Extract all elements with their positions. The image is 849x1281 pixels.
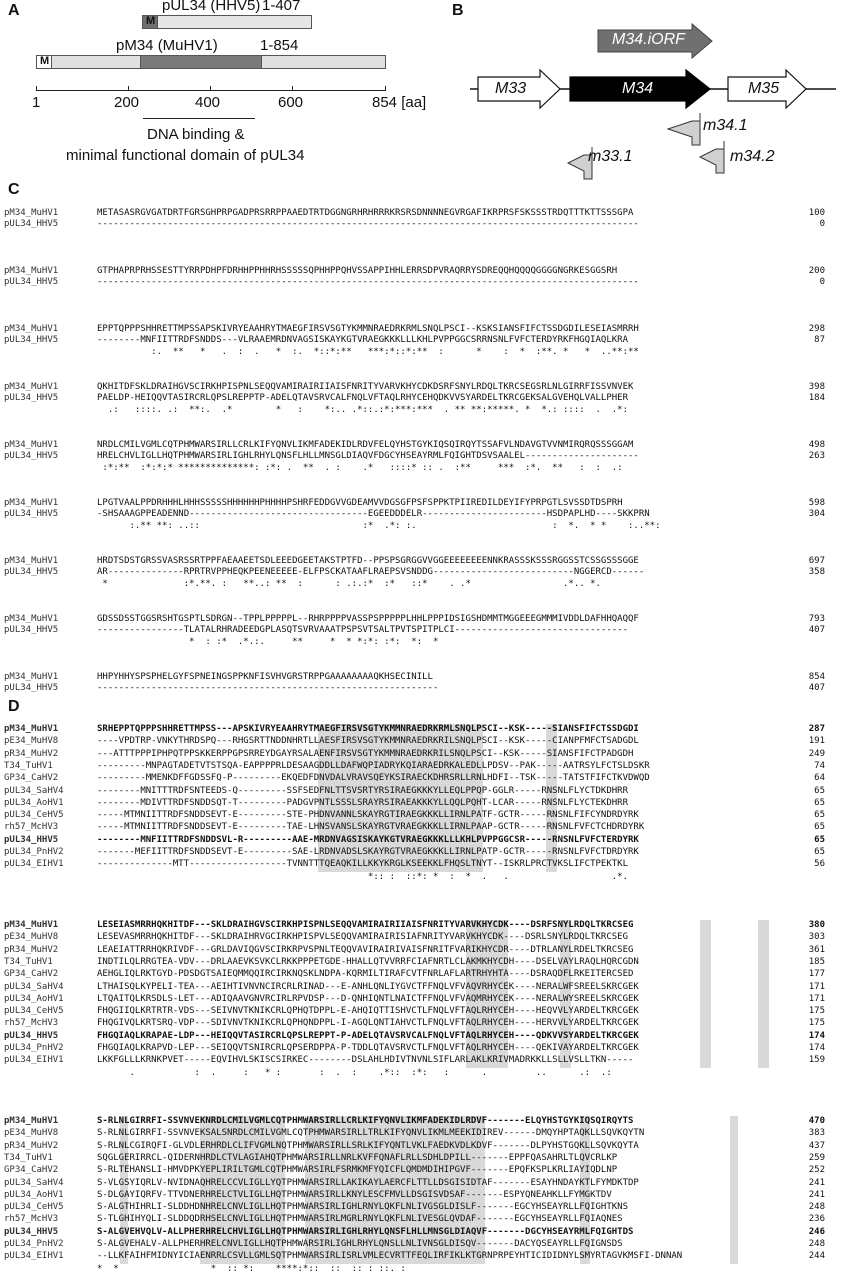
m34-1-label: m34.1 — [703, 117, 748, 134]
m33-label: M33 — [495, 80, 527, 97]
alignment-row — [0, 847, 849, 858]
sequence-position: 248 — [808, 1239, 825, 1249]
alignment-row — [0, 1165, 849, 1176]
sequence-residues: SQGLGERIRRCL-QIDERNHRDLCTVLAGIAHQTPHMWARSIRLLNRLKVFFQNAFLRLLSDHLDPILL-------EPPFQASAHRLTLQVCRLKP — [97, 1152, 618, 1163]
sequence-residues: LESEIASMRRHQKHITDF---SKLDRAIHGVSCIRKHPISPNLSEQQVAMIRAIRIIAISFNRITYVARVKHYCDK----DSRFSNYLRDQLTKRCSEG — [97, 920, 634, 930]
sequence-residues: S-VLGSYIQRLV-NVIDNAQHRELCCVLIGLLYQTPHMWARSIRLLAKIKAYLAERCFLTTLLDSGISIDTAF-------ESAYHNDAYKTLFYMDKTDP — [97, 1177, 639, 1188]
alignment-row — [0, 382, 849, 393]
alignment-row — [0, 208, 849, 219]
pul34-bar — [142, 15, 312, 29]
sequence-residues: S-ALGVEHVQLV-ALLPHERHRELCHVLIGLLHQTPHMWARSIRLIGHLRHYLQNSFLHLLMNSGLDIAQVF-------DGCYHSEAYRMLFQIGHTDS — [97, 1226, 634, 1237]
sequence-residues: S-RLNLGIRRFI-SSVNVEKNRDLCMILVGMLCQTPHMWARSIRLLCRLKIFYQNVLIKMFADEKIDLRDVF-------ELQYHSTGYKIQSQIRQYTS — [97, 1116, 634, 1126]
alignment-row — [0, 932, 849, 943]
sequence-position: 171 — [808, 993, 825, 1004]
alignment-row — [0, 1251, 849, 1262]
sequence-position: 854 — [808, 672, 825, 682]
sequence-name: pM34_MuHV1 — [4, 208, 59, 218]
sequence-name: pM34_MuHV1 — [4, 724, 59, 734]
axis-line — [36, 90, 386, 91]
conservation-symbols: :.** **: ..:: :* .*: :. : *. * * :..**: — [97, 520, 661, 531]
sequence-residues: LTHAISQLKYPELI-TEA---AEIHTIVNVNCIRCRLRINAD---E-ANHLQNLIYGVCTFFNQLVFVAQVRHYCEK----NERALWFSREELSKRCGEK — [97, 981, 639, 992]
alignment-row — [0, 957, 849, 968]
sequence-position: 249 — [808, 748, 825, 759]
tick-1: 1 — [32, 94, 41, 111]
sequence-residues: METASASRGVGATDRTFGRSGHPRPGADPRSRRPPAAEDTRTDGGNGRHRHRRRKRSRSDNNNNEGVRGAFIKRPRSFSKSSSTRDQTTTKTTSSSGPA — [97, 208, 634, 218]
sequence-position: 380 — [808, 920, 825, 930]
sequence-residues: ----VPDTRP-VNKYTHRDSPQ---RHGSRTTNDDNHRTLLAESFIRSVSGTYKMMNRAEDRKRILSNQLPSCI--KSK-----CIANPFMFCTSADGDL — [97, 736, 639, 747]
alignment-row — [0, 1018, 849, 1029]
alignment-row — [0, 219, 849, 230]
m34-2-arrow — [700, 141, 724, 173]
pul34-label: pUL34 (HHV5) — [162, 0, 261, 14]
conservation-row — [0, 872, 849, 883]
sequence-residues: -----MTMNIITTRDFSNDDSEVT-E---------TAE-LHNSVANSLSKAYRGTVRAEGKKKLLIRNLPAAP-GCTR-----RNSNLFVFCTCHDRDYRK — [97, 822, 645, 833]
sequence-residues: ---------MNPAGTADETVTSTSQA-EAPPPPRLDESAAGDDLLDAFWQPIADRYKQIARAEDRKALEDLLPDSV--PAK-----AATRSYLFCTSLDSKR — [97, 760, 650, 771]
sequence-name: pM34_MuHV1 — [4, 440, 59, 450]
sequence-residues: ---------------------------------------------------------------------------------------------------- — [97, 219, 639, 230]
sequence-position: 298 — [808, 324, 825, 334]
sequence-name: pM34_MuHV1 — [4, 672, 59, 682]
alignment-row — [0, 786, 849, 797]
pm34-m: M — [40, 55, 50, 67]
conservation-symbols: . : . : * : : . : .*:: :*: : . .. .: .: — [97, 1067, 612, 1078]
sequence-name: GP34_CaHV2 — [4, 773, 59, 784]
conservation-row — [0, 637, 849, 648]
alignment-row — [0, 1190, 849, 1201]
alignment-row — [0, 1153, 849, 1164]
sequence-name: pM34_MuHV1 — [4, 1116, 59, 1126]
sequence-residues: NRDLCMILVGMLCQTPHMWARSIRLLCRLKIFYQNVLIKMFADEKIDLRDVFELQYHSTGYKIQSQIRQYTSSAFVLNDAVGTVVNMIRQRQSSSGGAM — [97, 440, 634, 450]
sequence-residues: HRDTSDSTGRSSVASRSSRTPPFAEAAEETSDLEEEDGEETAKSTPTFD--PPSPSGRGGVVGGEEEEEEEENNKRASSSKSSSRGGSSTCSSGSSSGGE — [97, 556, 639, 566]
sequence-residues: GDSSDSSTGGSRSHTGSPTLSDRGN--TPPLPPPPPL--RHRPPPPVASSPSPPPPPLHHLPPPIDSIGSHDMMTMGGEEEGMMMIVDDLDAFHHQAQQF — [97, 614, 639, 624]
sequence-position: 100 — [808, 208, 825, 218]
sequence-position: 383 — [808, 1128, 825, 1139]
sequence-name: pUL34_HHV5 — [4, 277, 59, 288]
tick-600: 600 — [278, 94, 304, 111]
sequence-name: T34_TuHV1 — [4, 760, 53, 771]
conservation-row — [0, 1264, 849, 1275]
sequence-position: 263 — [808, 451, 825, 462]
sequence-position: 0 — [819, 219, 825, 230]
alignment-row — [0, 749, 849, 760]
sequence-name: pM34_MuHV1 — [4, 614, 59, 624]
domain-label-2: minimal functional domain of pUL34 — [66, 147, 305, 164]
sequence-residues: --------MNFIITTRDFSNDDS---VLRAAEMRDNVAGSISKAYKGTVRAEGKKKLLLKHLPVPPGGCSRRNSNLFVFCTERDYRKFHGQIAQLKRA — [97, 335, 629, 346]
sequence-residues: ---------MMENKDFFGDSSFQ-P---------EKQEDFDNVDALVRAVSQEYKSIRAECKDHRSRLLRNLHDFI--TSK-----TATSTFIFCTKVDWQD — [97, 773, 650, 784]
axis-tick — [385, 86, 386, 91]
sequence-residues: S-DLGAYIQRFV-TTVDNERHRELCTVLIGLLHQTPHMWARSIRLLKNYLESCFMVLLDSGISVDSAF-------ESPYQNEAHKLLFYMGKTDV — [97, 1189, 612, 1200]
sequence-residues: -------MEFIITTRDFSNDDSEVT-E---------SAE-LRDNVADSLSKAYRGTVRAEGKKKLLIRNLPATP-GCTR-----RNSNLFVFCTDRDYRK — [97, 847, 639, 857]
conservation-symbols: *:: : ::*: * : * . . .*. — [97, 871, 645, 882]
alignment-row — [0, 736, 849, 747]
sequence-position: 236 — [808, 1214, 825, 1225]
axis-tick — [128, 86, 129, 91]
sequence-name: pUL34_AoHV1 — [4, 993, 64, 1004]
alignment-row — [0, 920, 849, 931]
panel-c-label: C — [8, 181, 20, 198]
sequence-position: 87 — [814, 335, 825, 346]
sequence-position: 241 — [808, 1177, 825, 1188]
alignment-row — [0, 440, 849, 451]
sequence-residues: FHGQIAQLKRAPAE-LDP---HEIQQVTASIRCRLQPSLREPPT-P-ADELQTAVSRVCALFNQLVFTAQLRHYCEH----QDKVVSYARDELTKRCGEK — [97, 1030, 639, 1041]
sequence-residues: QKHITDFSKLDRAIHGVSCIRKHPISPNLSEQQVAMIRAIRIIAISFNRITYVARVKHYCDKDSRFSNYLRDQLTKRCSEGSRLNLGIRRFISSVNVEK — [97, 382, 634, 392]
axis-tick — [292, 86, 293, 91]
alignment-row — [0, 556, 849, 567]
sequence-position: 65 — [814, 785, 825, 796]
alignment-row — [0, 859, 849, 870]
alignment-row — [0, 683, 849, 694]
alignment-row — [0, 1043, 849, 1054]
sequence-name: pE34_MuHV8 — [4, 1128, 59, 1139]
alignment-row — [0, 1239, 849, 1250]
sequence-position: 65 — [814, 847, 825, 857]
sequence-name: pUL34_CeHV5 — [4, 810, 64, 821]
m34-iorf-label: M34.iORF — [612, 31, 685, 48]
sequence-position: 175 — [808, 1006, 825, 1017]
sequence-name: rh57_McHV3 — [4, 1018, 59, 1029]
axis-tick — [36, 86, 37, 91]
sequence-position: 159 — [808, 1055, 825, 1066]
sequence-position: 304 — [808, 509, 825, 520]
alignment-row — [0, 277, 849, 288]
alignment-row — [0, 1214, 849, 1225]
sequence-name: pUL34_HHV5 — [4, 509, 59, 520]
sequence-name: pUL34_EIHV1 — [4, 1055, 64, 1066]
sequence-position: 191 — [808, 736, 825, 747]
sequence-position: 697 — [808, 556, 825, 566]
alignment-row — [0, 1116, 849, 1127]
sequence-position: 437 — [808, 1140, 825, 1151]
sequence-name: pUL34_SaHV4 — [4, 785, 64, 796]
sequence-position: 175 — [808, 1018, 825, 1029]
sequence-position: 248 — [808, 1202, 825, 1213]
sequence-name: pUL34_HHV5 — [4, 625, 59, 636]
sequence-residues: S-ALGVEHALV-ALLPHERHRELCNVLIGLLHQTPHMWARSIRLIGHLRHYLQNSLLNLIVNSGLDISQV-------DACYQSEAYRLLFQIGNSDS — [97, 1239, 623, 1249]
alignment-row — [0, 1178, 849, 1189]
sequence-residues: LPGTVAALPPDRHHHLHHHSSSSSHHHHHHPHHHHPSHRFEDDGVVGDEAMVVDGSGFPSFSPPKTPIIREDILDEYIFYPRPGTLSVSSDTDSPRH — [97, 498, 623, 508]
alignment-row — [0, 969, 849, 980]
panel-d-label: D — [8, 698, 20, 715]
alignment-row — [0, 1128, 849, 1139]
tick-854: 854 [aa] — [372, 94, 427, 111]
alignment-row — [0, 1141, 849, 1152]
alignment-row — [0, 498, 849, 509]
sequence-residues: HHPYHHYSPSPHELGYFSPNEINGSPPKNFISVHVGRSTRPPGAAAAAAAAQKHSECINILL — [97, 672, 433, 682]
sequence-residues: LTQAITQLKRSDLS-LET---ADIQAAVGNVRCIRLRPVDSP---D-QNHIQNTLNAICTFFNQLVFVAQMRHYCEK----NERALWYSREELSKRCGEK — [97, 993, 639, 1004]
sequence-position: 200 — [808, 266, 825, 276]
alignment-row — [0, 835, 849, 846]
sequence-position: 358 — [808, 567, 825, 578]
sequence-name: GP34_CaHV2 — [4, 969, 59, 980]
sequence-position: 0 — [819, 277, 825, 288]
sequence-residues: AR--------------RPRTRVPPHEQKPEENEEEEE-ELFPSCKATAAFLRAEPSVSNDDG--------------------------NGGERCD------ — [97, 567, 645, 578]
sequence-name: pUL34_HHV5 — [4, 219, 59, 230]
conservation-row — [0, 463, 849, 474]
sequence-position: 407 — [808, 625, 825, 636]
sequence-name: pUL34_HHV5 — [4, 834, 59, 845]
sequence-residues: --------MNITTTRDFSNTEEDS-Q---------SSFSEDFNLTTSVSRTYRSIRAEGKKKYLLEQLPPQP-GGLR-----RNSNLFLYCTDKDHRR — [97, 785, 629, 796]
sequence-residues: LESEVASMRRHQKHITDF---SKLDRAIHRVGCIRKHPISPVLSEQQVAMIRAIRISIAFNRITYVARVKHYCDK----DSRLSNYLRDQLTKRCSEG — [97, 932, 629, 943]
sequence-name: pM34_MuHV1 — [4, 556, 59, 566]
sequence-name: pM34_MuHV1 — [4, 920, 59, 930]
sequence-name: pUL34_CeHV5 — [4, 1202, 64, 1213]
sequence-name: pUL34_SaHV4 — [4, 1177, 64, 1188]
sequence-name: pUL34_AoHV1 — [4, 797, 64, 808]
sequence-name: pR34_MuHV2 — [4, 1140, 59, 1151]
sequence-position: 74 — [814, 760, 825, 771]
sequence-name: pUL34_HHV5 — [4, 567, 59, 578]
sequence-position: 246 — [808, 1226, 825, 1237]
alignment-row — [0, 672, 849, 683]
sequence-position: 177 — [808, 969, 825, 980]
conservation-symbols: :. ** * . : . * :. *::*:** ***:*::*:** : * : * :**. * * ..**:** — [97, 346, 645, 357]
sequence-name: T34_TuHV1 — [4, 956, 53, 967]
sequence-name: pM34_MuHV1 — [4, 324, 59, 334]
sequence-residues: FHQGIIQLKRTRTR-VDS---SEIVNVTKNIKCRLQPHQTDPPL-E-AHQIQTTISHVCTLFNQLVFTAQLRHYCEH----HEQVVLYARDELTKRCGEK — [97, 1006, 639, 1017]
sequence-residues: ---ATTTPPPIPHPQTPPSKKERPPGPSRREYDGAYRSALAENFIRSVSGTYKMMNRAEDRKRILSNQLPSCI--KSK-----SIANSFIFCTPADGDH — [97, 748, 634, 759]
sequence-name: pUL34_CeHV5 — [4, 1006, 64, 1017]
alignment-row — [0, 614, 849, 625]
sequence-name: rh57_McHV3 — [4, 1214, 59, 1225]
sequence-position: 65 — [814, 834, 825, 845]
sequence-position: 185 — [808, 956, 825, 967]
axis-tick — [210, 86, 211, 91]
panel-b-label: B — [452, 2, 464, 19]
sequence-name: pUL34_HHV5 — [4, 335, 59, 346]
sequence-residues: FHGQIAQLKRAPVD-LEP---SEIQQVTSNIRCRLQPSERDPPA-P-TDDLQTAVSRVCTLFNQLVFTAQLRHYCEH----QEKIVAYARDELTKRCGEK — [97, 1043, 639, 1053]
sequence-name: pUL34_HHV5 — [4, 1030, 59, 1041]
pul34-m: M — [146, 15, 156, 27]
sequence-residues: S-RLNLGIRRFI-SSVNVEKSALSNRDLCMILVGMLCQTPHMWARSIRLLTRLKIFYQNVLIKMLMEEKIDIREV------DMQYHPTAQKLLSQVKQYTN — [97, 1128, 645, 1139]
conservation-symbols: * * * :: *: ****:*:: :: :: : ::. : — [97, 1263, 406, 1274]
alignment-row — [0, 761, 849, 772]
sequence-name: pUL34_HHV5 — [4, 451, 59, 462]
sequence-residues: S-RLTEHANSLI-HMVDPKYEPLIRILTGMLCQTPHMWARSIRLFSRMKMFYQICFLQMDMDIHIPGVF-------EPQFKSPLKRLIAYIQDLNP — [97, 1165, 618, 1176]
sequence-name: rh57_McHV3 — [4, 822, 59, 833]
sequence-residues: S-ALGTHIHRLI-SLDDHDNHRELCNVLIGLLHQTPHMWARSIRLIGHLRNYLQKFLNLIVGSGLDISLF-------EGCYHSEAYRLLFQIGHTKNS — [97, 1202, 629, 1213]
sequence-position: 56 — [814, 859, 825, 870]
sequence-residues: FHQGIVQLKRTSRQ-VDP---SDIVNVTKNIKCRLQPHQNDPPL-I-AGQLQNTIAHVCTLFNQLVFTAQLRHYCEH----HERVVLYARDELTKRCGEK — [97, 1018, 639, 1029]
sequence-residues: PAELDP-HEIQQVTASIRCRLQPSLREPPTP-ADELQTAVSRVCALFNQLVFTAQLRHYCEHQDKVVSYARDELTKRCGEKSALGVEHQLVALLPHER — [97, 393, 629, 404]
pm34-core-region — [140, 55, 262, 69]
sequence-name: pR34_MuHV2 — [4, 748, 59, 759]
sequence-residues: --LLKFAIHFMIDNYICIAENRRLCSVLLGMLSQTPHMWARSIRLISRLVMLECVRTTFEQLIRFIKLKTGRNPRPEYHTICIDIDNYLSMYRTAGVKMSFI-DNNAN — [97, 1251, 683, 1262]
alignment-row — [0, 994, 849, 1005]
sequence-residues: EPPTQPPPSHHRETTMPSSAPSKIVRYEAAHRYTMAEGFIRSVSGTYKMMNRAEDRKRMLSNQLPSCI--KSKSIANSFIFCTSSDGDILESEIASMRRH — [97, 324, 639, 334]
sequence-name: pUL34_HHV5 — [4, 683, 59, 694]
sequence-name: pR34_MuHV2 — [4, 944, 59, 955]
alignment-row — [0, 625, 849, 636]
sequence-position: 241 — [808, 1189, 825, 1200]
sequence-name: pUL34_HHV5 — [4, 393, 59, 404]
m34-label: M34 — [622, 80, 654, 97]
sequence-name: pUL34_SaHV4 — [4, 981, 64, 992]
domain-label-1: DNA binding & — [147, 126, 245, 143]
sequence-position: 174 — [808, 1043, 825, 1053]
sequence-name: pUL34_HHV5 — [4, 1226, 59, 1237]
alignment-row — [0, 945, 849, 956]
m34-1-arrow — [668, 113, 700, 145]
conservation-symbols: :*:** :*:*:* **************: :*: . ** . : .* ::::* :: . :** *** :*. ** : : .: — [97, 462, 634, 473]
sequence-position: 244 — [808, 1251, 825, 1262]
sequence-residues: --------MNFIITTRDFSNDDSVL-R---------AAE-MRDNVAGSISKAYKGTVRAEGKKKLLLKHLPVPPGGCSR-----RNSNLFVFCTERDYRK — [97, 834, 639, 845]
sequence-position: 184 — [808, 393, 825, 404]
panel-a-label: A — [8, 2, 20, 19]
sequence-name: GP34_CaHV2 — [4, 1165, 59, 1176]
sequence-position: 174 — [808, 1030, 825, 1041]
pm34-range: 1-854 — [260, 37, 299, 54]
sequence-position: 171 — [808, 981, 825, 992]
sequence-name: pUL34_PnHV2 — [4, 847, 64, 857]
alignment-row — [0, 451, 849, 462]
sequence-position: 252 — [808, 1165, 825, 1176]
alignment-row — [0, 509, 849, 520]
sequence-position: 65 — [814, 822, 825, 833]
sequence-position: 407 — [808, 683, 825, 694]
sequence-position: 598 — [808, 498, 825, 508]
sequence-name: pUL34_EIHV1 — [4, 1251, 64, 1262]
sequence-residues: -----MTMNIITTRDFSNDDSEVT-E---------STE-PHDNVANNLSKAYRGTIRAEGKKKLLIRNLPATF-GCTR-----RNSNLFIFCYNDRDYRK — [97, 810, 639, 821]
sequence-position: 65 — [814, 810, 825, 821]
sequence-residues: --------------MTT------------------TVNNTTTQEAQKILLKKYKRGLKSEEKKLFHQSLTNYT--ISKRLPRCTVKSLIFCTPEKTKL — [97, 859, 629, 870]
alignment-row — [0, 810, 849, 821]
sequence-residues: LKKFGLLLKRNKPVET-----EQVIHVLSKISCSIRKEC--------DSLAHLHDIVTNVNLSIFLARLAKLKRIVMADRKKLLSLLVSLLTKN----- — [97, 1055, 634, 1066]
sequence-name: T34_TuHV1 — [4, 1152, 53, 1163]
alignment-row — [0, 798, 849, 809]
sequence-residues: S-TLGHIHYQLI-SLDDQDRHSELCNVLIGLLHQTPHMWARSIRLMGRLRNYLQKFLNLIVESGLQVDAF-------EGCYHSEAYRLLFQIAQNES — [97, 1214, 623, 1225]
sequence-position: 287 — [808, 724, 825, 734]
sequence-position: 361 — [808, 944, 825, 955]
alignment-row — [0, 1202, 849, 1213]
sequence-residues: INDTILQLRRGTEA-VDV---DRLAAEVKSVKCLRKKPPPETGDE-HHALLQTVVRRFCIAFNRTLCLAKMKHYCDH----DSELVAYLRAQLHQRCGDN — [97, 956, 639, 967]
alignment-row — [0, 335, 849, 346]
sequence-residues: LEAEIATTRRHQKRIVDF---GRLDAVIQGVSCIRKRPVSPNLTEQQVAVIRAIRIVAISFNRITFVARIKHYCDR----DTRLANYLRDELTKRCSEG — [97, 944, 634, 955]
sequence-name: pUL34_AoHV1 — [4, 1189, 64, 1200]
conservation-row — [0, 405, 849, 416]
alignment-row — [0, 773, 849, 784]
conservation-row — [0, 1068, 849, 1079]
tick-200: 200 — [114, 94, 140, 111]
alignment-row — [0, 1055, 849, 1066]
m35-label: M35 — [748, 80, 780, 97]
sequence-position: 498 — [808, 440, 825, 450]
sequence-residues: GTPHAPRPRHSSESTTYRRPDHPFDRHHPPHHRHSSSSSQPHHPPQHVSSAPPIHHLERRSDPVRAQRRYSDREQQHQQQQGGGGNGRKESGGSRH — [97, 266, 618, 276]
sequence-residues: --------MDIVTTRDFSNDDSQT-T---------PADGVPNTLSSSLSRAYRSIRAEAKKKYLLQQLPQHT-LCAR-----RNSNLFLYCTEKDHRR — [97, 797, 629, 808]
sequence-position: 65 — [814, 797, 825, 808]
sequence-residues: ----------------TLATALRHRADEEDGPLASQTSVRVAAATPSPSVTSALTPVTSPITPLCI-------------------------------- — [97, 625, 629, 636]
alignment-row — [0, 1031, 849, 1042]
sequence-name: pE34_MuHV8 — [4, 736, 59, 747]
m34-2-label: m34.2 — [730, 148, 775, 165]
conservation-symbols: .: ::::. .: **:. .* * : *:.. .*::.:*:***:*** . ** **:*****. * *.: :::: . .*: — [97, 404, 629, 415]
sequence-residues: --------------------------------------------------------------- — [97, 683, 439, 694]
alignment-row — [0, 266, 849, 277]
alignment-row — [0, 982, 849, 993]
conservation-row — [0, 521, 849, 532]
alignment-row — [0, 724, 849, 735]
alignment-row — [0, 822, 849, 833]
sequence-name: pE34_MuHV8 — [4, 932, 59, 943]
sequence-residues: ---------------------------------------------------------------------------------------------------- — [97, 277, 639, 288]
sequence-name: pUL34_PnHV2 — [4, 1239, 64, 1249]
sequence-position: 259 — [808, 1152, 825, 1163]
sequence-name: pM34_MuHV1 — [4, 382, 59, 392]
conservation-symbols: * :*.**. : **..: ** : : .:.:* :* ::* . .* .*.. *. — [97, 578, 601, 589]
sequence-position: 64 — [814, 773, 825, 784]
sequence-name: pUL34_EIHV1 — [4, 859, 64, 870]
m33-1-label: m33.1 — [588, 148, 633, 165]
tick-400: 400 — [195, 94, 221, 111]
sequence-residues: AEHGLIQLRKTGYD-PDSDGTSAIEQMMQQIRCIRKNQSKLNDPA-KQRMILTIRAFCVTFNRLAFLARTRHYHTA----DSRAQDFLRKEITERCSED — [97, 969, 634, 980]
conservation-row — [0, 579, 849, 590]
sequence-position: 793 — [808, 614, 825, 624]
sequence-residues: S-RLNLCGIRQFI-GLVDLERHRDLCLIFVGMLNQTPHMWARSIRLLSRLKIFYQNTLVKLFAEDKVDLKDVF-------DLPYHSTGQKLLSQVKQYTA — [97, 1140, 639, 1151]
alignment-row — [0, 393, 849, 404]
alignment-row — [0, 1006, 849, 1017]
sequence-position: 398 — [808, 382, 825, 392]
alignment-row — [0, 567, 849, 578]
sequence-name: pM34_MuHV1 — [4, 266, 59, 276]
sequence-name: pM34_MuHV1 — [4, 498, 59, 508]
alignment-row — [0, 1227, 849, 1238]
sequence-residues: -SHSAAAGPPEADENND---------------------------------EGEEDDDELR-----------------------HSDPAPLHD----SKKPRN — [97, 509, 650, 520]
sequence-residues: HRELCHVLIGLLHQTPHMWARSIRLIGHLRHYLQNSFLHLLMNSGLDIAQVFDGCYHSEAYRMLFQIGHTDSVSAALEL--------------------- — [97, 451, 639, 462]
pm34-label: pM34 (MuHV1) — [116, 37, 218, 54]
sequence-position: 303 — [808, 932, 825, 943]
conservation-symbols: * : :* .*.:. ** * * *:*: :*: *: * — [97, 636, 439, 647]
domain-bracket — [143, 118, 255, 119]
conservation-row — [0, 347, 849, 358]
sequence-name: pUL34_PnHV2 — [4, 1043, 64, 1053]
alignment-row — [0, 324, 849, 335]
sequence-position: 470 — [808, 1116, 825, 1126]
pul34-range: 1-407 — [262, 0, 301, 14]
sequence-residues: SRHEPPTQPPPSHHRETTMPSS---APSKIVRYEAAHRYTMAEGFIRSVSGTYKMMNRAEDRKRMLSNQLPSCI--KSK-----SIANSFIFCTSSDGDI — [97, 724, 639, 734]
